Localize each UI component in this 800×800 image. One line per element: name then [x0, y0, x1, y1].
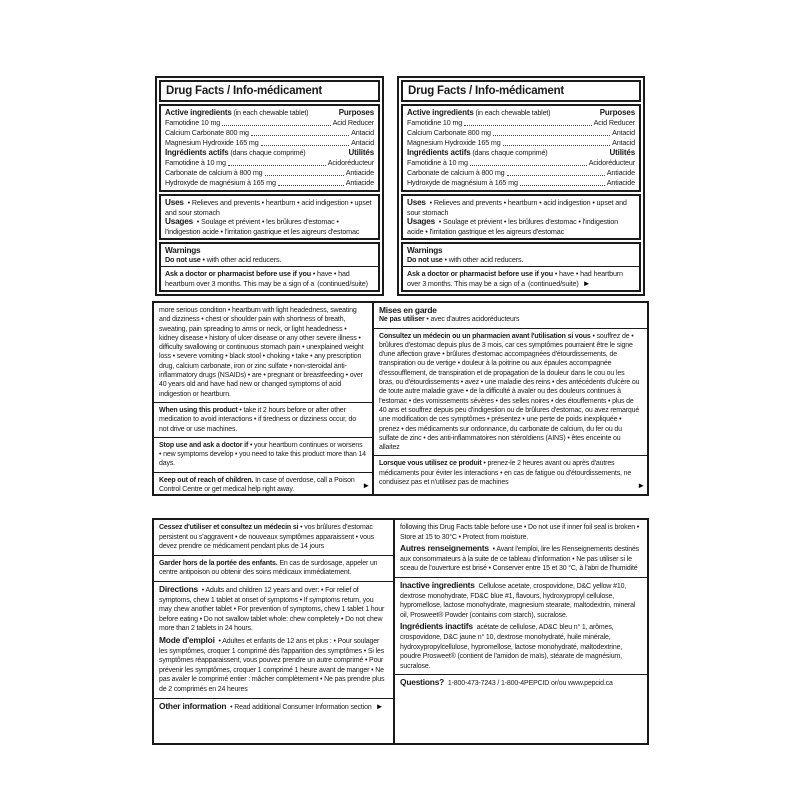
section-divider — [374, 328, 647, 329]
section-divider — [154, 402, 372, 403]
uses-label: Uses — [407, 198, 426, 208]
uses-paragraph — [165, 198, 374, 217]
ne-pas-utiliser-paragraph — [379, 315, 641, 324]
ingredients-inactifs-label: Ingrédients inactifs — [400, 621, 473, 632]
do-not-use-text: • with other acid reducers. — [200, 255, 282, 265]
uses-text: • Relieves and prevents • heartburn • acid indigestion • upset and sour stomach — [165, 198, 372, 217]
section-divider — [403, 266, 639, 267]
dot-leader — [503, 145, 610, 146]
ingredient-name: Hydroxyde de magnésium à 165 mg — [407, 178, 518, 188]
consultez-text: • souffrez de • brûlures d'estomac depuis plus de 3 mois, car ces symptômes pourraient être le signe d'une affection grave • brûlures d'estomac accompagnées d'étourdissements, de transpiration ou de vertige • douleur à la poitrine ou aux épaules accompagnée d'essoufflement, de transpiration et de propagation de la douleur dans le cou ou les bras, ou d'étourdissements • avez • une maladie des reins • des antécédents d'ulcère ou de toute autre maladie grave • de la difficulté à avaler ou des douleurs continues à l'estomac • des vomissements sévères • des selles noires • des étouffements • plus de 40 ans et souffrez depuis peu d'indigestion ou de brûlures d'estomac, ou avez remarqué une modification de ces symptômes • présentez • une perte de poids inexpliquée • prenez • des médicaments sur ordonnance, du carbonate de calcium, du fer ou du sulfate de zinc • des anti-inflammatoires non stéroïdiens (AINS) • êtes enceinte ou allaitez — [379, 332, 640, 452]
utilites-column-label: Utilités — [609, 148, 635, 158]
ingredient-name: Famotidine à 10 mg — [407, 158, 468, 168]
mode-emploi-text: • Adultes et enfants de 12 ans et plus : • Pour soulager les symptômes, croquer 1 comprimé dès l'apparition des symptômes • Si les symptômes réapparaissent, vous pouvez prendre un autre comprimé • Pour prévenir les symptômes, croquer 1 comprimé 1 heure avant de manger • Ne pas avaler le comprimé entier : mâcher complètement • Ne pas prendre plus de 2 comprimés en 24 heures — [159, 637, 385, 693]
active-ingredients-section — [159, 104, 380, 192]
heading-fr-left — [165, 148, 305, 158]
directions-label: Directions — [159, 583, 198, 594]
section-divider — [154, 581, 393, 582]
warnings-title: Warnings — [165, 246, 201, 256]
section-divider — [374, 455, 647, 456]
ingredient-name: Magnesium Hydroxide 165 mg — [165, 138, 259, 148]
usages-text: • Soulage et prévient • les brûlures d'estomac • l'indigestion acide • l'irritation gastrique et les aigreurs d'estomac — [407, 217, 618, 236]
dot-leader — [251, 135, 349, 136]
mises-en-garde-title: Mises en garde — [379, 305, 437, 315]
uses-section — [159, 194, 380, 240]
ingredient-row — [407, 158, 635, 168]
dot-leader — [520, 185, 605, 186]
cessez-text: • vos brûlures d'estomac persistent ou s'aggravent • de nouveaux symptômes apparaissent • vous devez prendre ce médicament pendant plus de 14 jours — [159, 524, 374, 551]
ne-pas-utiliser-label: Ne pas utiliser — [379, 316, 425, 324]
ingredient-row — [407, 168, 635, 178]
ask-doctor-paragraph — [165, 269, 374, 288]
directions-text: • Adults and children 12 years and over: • For relief of symptoms, chew 1 tablet at onset of symptoms • If symptoms return, you may chew another tablet • For prevention of symptoms, chew 1 tablet 1 hour before eating • Do not swallow tablet whole: chew completely • Do not chew more than 2 tablets in 24 hours. — [159, 586, 385, 633]
do-not-use-label: Do not use — [165, 255, 201, 265]
dot-leader — [464, 125, 592, 126]
inactive-ingredients-text: Cellulose acetate, crospovidone, D&C yellow #10, dextrose monohydrate, FD&C blue #1, flavours, hydroxypropyl cellulose, hypromellose, lactose monohydrate, magnesium stearate, maltodextrin, mineral oil, Prosweet® Powder (contains corn starch), sucralose. — [400, 582, 636, 619]
dot-leader — [278, 185, 344, 186]
heading-en-left — [165, 108, 308, 118]
warnings-continuation-panel — [152, 301, 649, 496]
questions-paragraph — [400, 678, 641, 689]
ingredient-purpose: Antacid — [351, 128, 374, 138]
lorsque-text: • prenez-le 2 heures avant ou après d'autres médicaments pour éviter les interactions • en cas de fatigue ou d'étourdissements, ne conduisez pas et n'utilisez pas de machines — [379, 460, 632, 487]
ingredient-name: Carbonate de calcium à 800 mg — [407, 168, 505, 178]
ingredient-row — [165, 168, 374, 178]
ingredient-row — [165, 118, 374, 128]
ask-doctor-paragraph — [407, 269, 635, 288]
ingredient-row — [407, 128, 635, 138]
ingredient-purpose: Acid Reducer — [593, 118, 635, 128]
continue-arrow-icon: ► — [637, 481, 645, 490]
drug-facts-panel-right — [397, 76, 645, 296]
ingredients-actifs-label: Ingrédients actifs — [165, 148, 229, 158]
ingredient-purpose: Antiacide — [606, 168, 635, 178]
ask-doctor-label: Ask a doctor or pharmacist before use if you — [165, 269, 311, 279]
following-paragraph: following this Drug Facts table before use • Do not use if inner foil seal is broken • Store at 15 to 30°C • Protect from moisture. — [400, 524, 640, 541]
keep-out-paragraph — [159, 476, 366, 495]
purposes-column-label: Purposes — [338, 108, 374, 117]
ingredient-purpose: Acidoréducteur — [588, 158, 635, 168]
questions-label: Questions? — [400, 677, 445, 688]
section-divider — [154, 472, 372, 473]
garder-paragraph — [159, 559, 387, 578]
ingredients-inactifs-paragraph — [400, 622, 641, 671]
ingredient-row — [165, 178, 374, 188]
purposes-column-label: Purposes — [599, 108, 635, 117]
warnings-title: Warnings — [407, 246, 443, 256]
active-ingredients-heading-en — [165, 108, 374, 118]
lorsque-paragraph — [379, 459, 641, 487]
dot-leader — [261, 145, 349, 146]
dot-leader — [493, 135, 610, 136]
do-not-use-paragraph — [165, 255, 374, 264]
ingredient-name: Calcium Carbonate 800 mg — [407, 128, 491, 138]
consultez-paragraph — [379, 332, 641, 453]
warnings-section — [159, 242, 380, 292]
do-not-use-text: • with other acid reducers. — [442, 255, 524, 265]
section-divider — [395, 577, 647, 578]
active-ingredients-heading-fr — [165, 148, 374, 158]
active-ingredients-heading-fr — [407, 148, 635, 158]
uses-section — [401, 194, 641, 240]
continue-arrow-icon: ► — [362, 481, 370, 490]
ingredient-purpose: Antacid — [612, 138, 635, 148]
ingredient-name: Famotidine 10 mg — [407, 118, 463, 128]
continue-arrow-icon: ► — [582, 278, 591, 288]
uses-text: • Relieves and prevents • heartburn • acid indigestion • upset and sour stomach — [407, 198, 627, 217]
ingredients-inactifs-text: acétate de cellulose, AD&C bleu n° 1, arômes, crospovidone, D&C jaune n° 10, dextrose monohydraté, huile minérale, hydroxypropylcellulose, hypromellose, lactose monohydraté, maltodextrine, poudre Prosweet® (contient de l'amidon de maïs), stéarate de magnésium, sucralose. — [400, 624, 623, 670]
utilites-column-label: Utilités — [348, 148, 374, 158]
ingredient-name: Magnesium Hydroxide 165 mg — [407, 138, 501, 148]
stop-use-paragraph — [159, 441, 366, 469]
usages-paragraph — [407, 217, 635, 236]
ingredients-actifs-qualifier: (dans chaque comprimé) — [228, 148, 306, 158]
ask-doctor-label: Ask a doctor or pharmacist before use if you — [407, 269, 553, 279]
ingredient-purpose: Acidoréducteur — [327, 158, 374, 168]
dot-leader — [265, 175, 344, 176]
continued-marker: (continued/suite) — [317, 278, 368, 288]
ingredient-row — [407, 178, 635, 188]
other-information-label: Other information — [159, 700, 227, 711]
mises-en-garde-column — [374, 303, 647, 494]
autres-renseignements-text: • Avant l'emploi, lire les Renseignements destinés aux consommateurs à la suite de ce tableau d'information • Ne pas utiliser si le sceau de l'ouverture est brisé • Conserver entre 15 et 30 °C, à l'abri de l'humidité — [400, 546, 640, 573]
ingredient-row — [407, 118, 635, 128]
uses-paragraph — [407, 198, 635, 217]
active-ingredients-label: Active ingredients — [407, 108, 474, 117]
when-using-label: When using this product — [159, 406, 238, 414]
warnings-section — [401, 242, 641, 292]
continue-arrow-icon: ► — [375, 701, 384, 711]
ask-doctor-text: • have • had heartburn over 3 months. This may be a sign of a — [165, 269, 350, 288]
usages-label: Usages — [165, 217, 193, 227]
do-not-use-label: Do not use — [407, 255, 443, 265]
drug-facts-title: Drug Facts / Info-médicament — [159, 80, 380, 102]
keep-out-label: Keep out of reach of children. — [159, 476, 254, 484]
directions-right-column — [395, 520, 647, 743]
ingredient-purpose: Antacid — [612, 128, 635, 138]
ingredient-row — [165, 128, 374, 138]
directions-paragraph — [159, 585, 387, 634]
ingredient-name: Carbonate de calcium à 800 mg — [165, 168, 263, 178]
heading-fr-left — [407, 148, 547, 158]
garder-label: Garder hors de la portée des enfants. — [159, 559, 278, 567]
keep-out-text: In case of overdose, call a Poison Control Centre or get medical help right away. — [159, 476, 355, 494]
continued-marker: (continued/suite) — [528, 278, 579, 288]
ask-doctor-text: • have • had heartburn over 3 months. This may be a sign of a — [407, 269, 623, 288]
cessez-label: Cessez d'utiliser et consultez un médecin si — [159, 524, 299, 531]
warning-conditions-text: more serious condition • heartburn with light headedness, sweating and dizziness • chest or shoulder pain with shortness of breath, sweating, pain spreading to arms or neck, or light headedness • kidney disease • history of ulcer disease or any other severe illness • difficulty swallowing or continuous stomach pain • unexplained weight loss • severe vomiting • black stool • choking • take • any prescription drug, calcium carbonate, iron or zinc sulfate • non-steroidal anti-inflammatory drugs (NSAIDs) • are • pregnant or breastfeeding • over 40 years old and have had new or changed symptoms of acid indigestion or heartburn. — [159, 307, 364, 398]
active-ingredients-qualifier: (in each chewable tablet) — [231, 108, 309, 117]
mode-emploi-paragraph — [159, 636, 387, 695]
ingredient-row — [165, 138, 374, 148]
dot-leader — [507, 175, 605, 176]
ingredient-row — [165, 158, 374, 168]
directions-panel — [152, 518, 649, 745]
other-information-paragraph — [159, 702, 387, 713]
usages-text: • Soulage et prévient • les brûlures d'estomac • l'indigestion acide • l'irritation gastrique et les aigreurs d'estomac — [165, 217, 360, 236]
questions-text: 1-800-473-7243 / 1-800-4PEPCID or/ou www.pepcid.ca — [446, 680, 613, 688]
section-divider — [161, 266, 378, 267]
garder-text: En cas de surdosage, appeler un centre antipoison ou obtenir des soins médicaux immédiatement. — [159, 559, 378, 577]
ne-pas-utiliser-text: • avec d'autres acidoréducteurs — [424, 316, 520, 324]
other-information-text: • Read additional Consumer Information section — [228, 703, 372, 711]
section-divider — [154, 437, 372, 438]
directions-left-column — [154, 520, 395, 743]
dot-leader — [228, 165, 326, 166]
consultez-label: Consultez un médecin ou un pharmacien avant l'utilisation si vous — [379, 332, 591, 340]
drug-facts-panel-left — [155, 76, 384, 296]
stop-use-label: Stop use and ask a doctor if — [159, 441, 249, 449]
inactive-ingredients-label: Inactive ingredients — [400, 579, 475, 590]
heading-en-left — [407, 108, 550, 118]
ingredient-name: Famotidine 10 mg — [165, 118, 221, 128]
section-divider — [395, 674, 647, 675]
ingredient-purpose: Antiacide — [606, 178, 635, 188]
autres-renseignements-label: Autres renseignements — [400, 543, 489, 554]
section-divider — [154, 555, 393, 556]
section-divider — [154, 698, 393, 699]
ingredient-row — [407, 138, 635, 148]
drug-facts-title: Drug Facts / Info-médicament — [401, 80, 641, 102]
ingredient-name: Hydroxyde de magnésium à 165 mg — [165, 178, 276, 188]
stop-use-text: • your heartburn continues or worsens • new symptoms develop • you need to take this product more than 14 days. — [159, 441, 366, 468]
active-ingredients-section — [401, 104, 641, 192]
inactive-ingredients-paragraph — [400, 581, 641, 620]
active-ingredients-qualifier: (in each chewable tablet) — [473, 108, 551, 117]
ingredient-name: Calcium Carbonate 800 mg — [165, 128, 249, 138]
ingredient-purpose: Antiacide — [345, 168, 374, 178]
autres-renseignements-paragraph — [400, 544, 641, 574]
uses-label: Uses — [165, 198, 184, 208]
ingredients-actifs-label: Ingrédients actifs — [407, 148, 471, 158]
cessez-paragraph — [159, 523, 387, 552]
usages-paragraph — [165, 217, 374, 236]
do-not-use-paragraph — [407, 255, 635, 264]
active-ingredients-label: Active ingredients — [165, 108, 232, 117]
dot-leader — [470, 165, 587, 166]
ingredients-actifs-qualifier: (dans chaque comprimé) — [470, 148, 548, 158]
ingredient-purpose: Antiacide — [345, 178, 374, 188]
when-using-paragraph — [159, 406, 366, 434]
warnings-continued-en-column — [154, 303, 374, 494]
when-using-text: • take it 2 hours before or after other medication to avoid interactions • if tiredness or dizziness occur, do not drive or use machines. — [159, 406, 356, 433]
mode-emploi-label: Mode d'emploi — [159, 634, 215, 645]
lorsque-label: Lorsque vous utilisez ce produit — [379, 460, 482, 468]
ingredient-name: Famotidine à 10 mg — [165, 158, 226, 168]
usages-label: Usages — [407, 217, 435, 227]
ingredient-purpose: Antacid — [351, 138, 374, 148]
active-ingredients-heading-en — [407, 108, 635, 118]
ingredient-purpose: Acid Reducer — [332, 118, 374, 128]
dot-leader — [222, 125, 331, 126]
